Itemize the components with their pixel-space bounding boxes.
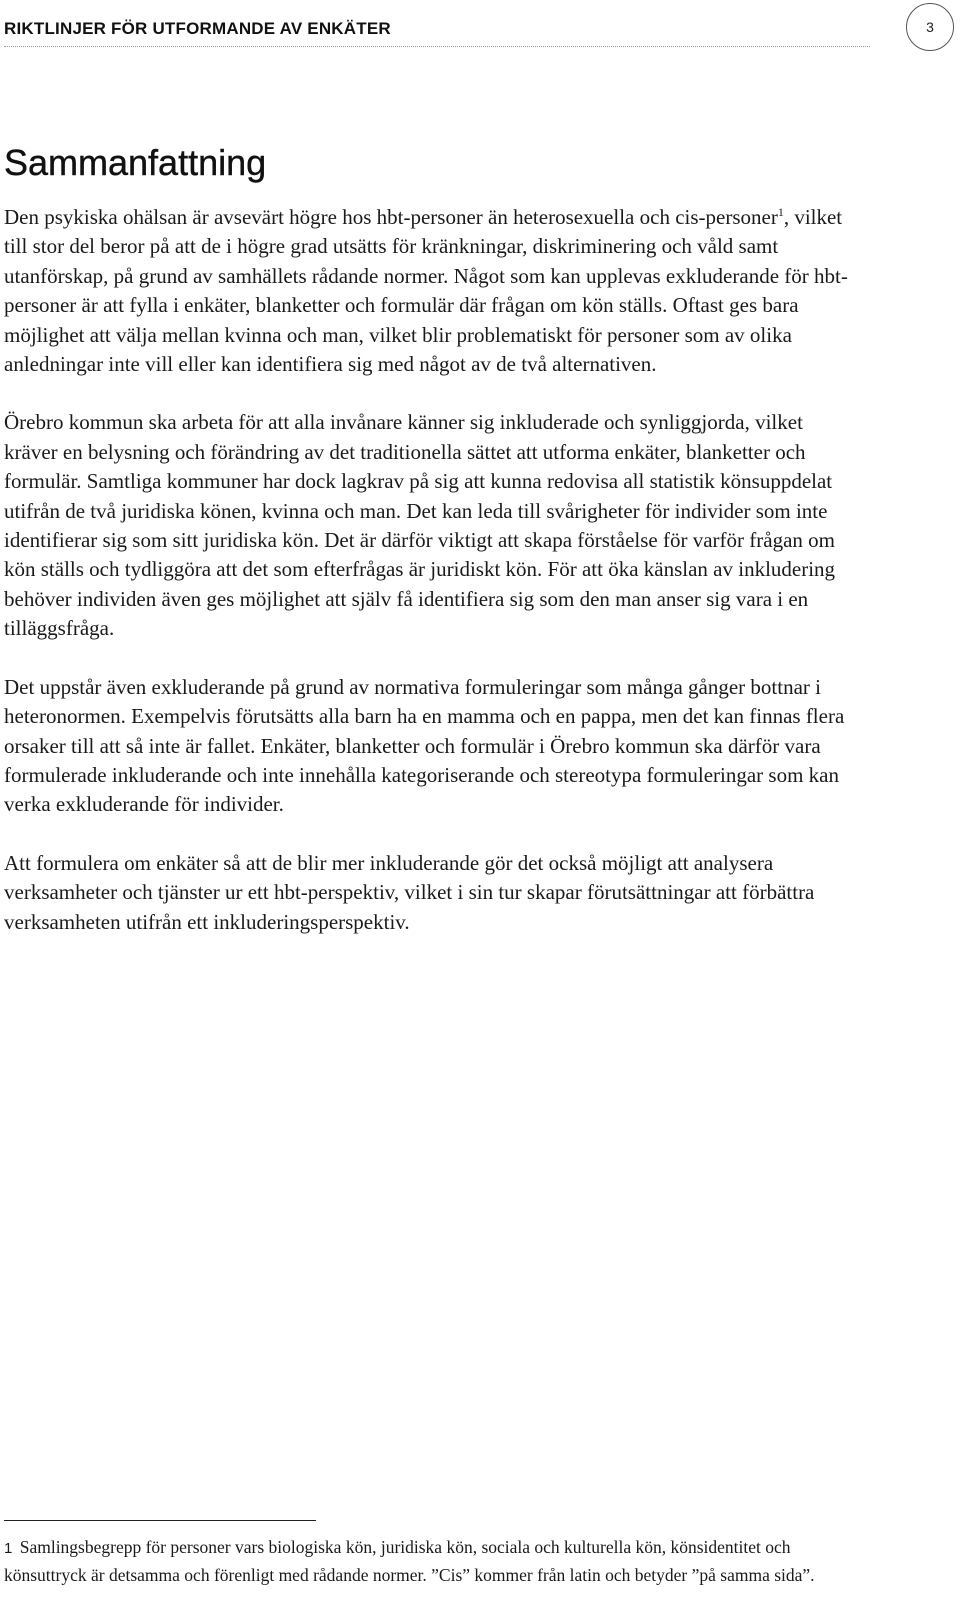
section-heading: Sammanfattning bbox=[4, 142, 267, 183]
footnote-text: Samlingsbegrepp för personer vars biologiska kön, juridiska kön, sociala och kulturella kön, könsidentitet och könsuttryck är detsamma och förenligt med rådande normer. ”Cis” kommer från latin och betyder ”på samma sida”. bbox=[4, 1537, 815, 1585]
page-header bbox=[0, 0, 960, 60]
paragraph-1 bbox=[4, 203, 854, 379]
footnote-divider bbox=[4, 1520, 316, 1521]
body-text bbox=[4, 203, 854, 966]
header-divider bbox=[4, 46, 870, 47]
page-number-badge: 3 bbox=[906, 3, 954, 51]
paragraph-4: Att formulera om enkäter så att de blir mer inkluderande gör det också möjligt att analysera verksamheter och tjänster ur ett hbt-perspektiv, vilket i sin tur skapar förutsättningar att förbättra verksamheten utifrån ett inkluderingsperspektiv. bbox=[4, 850, 815, 934]
footnote-marker: 1 bbox=[4, 1540, 13, 1557]
footnote bbox=[4, 1534, 844, 1588]
paragraph-3: Det uppstår även exkluderande på grund av normativa formuleringar som många gånger bottnar i heteronormen. Exempelvis förutsätts alla barn ha en mamma och en pappa, men det kan finnas flera orsaker till att så inte är fallet. Enkäter, blanketter och formulär i Örebro kommun ska därför vara formulerade inkluderande och inte innehålla kategoriserande och stereotypa formuleringar som kan verka exkluderande för individer. bbox=[4, 674, 845, 817]
document-title: RIKTLINJER FÖR UTFORMANDE AV ENKÄTER bbox=[4, 19, 391, 38]
paragraph-1-text-end: , vilket till stor del beror på att de i högre grad utsätts för kränkningar, diskriminering och våld samt utanförskap, på grund av samhällets rådande normer. Något som kan upplevas exkluderande för hbt-personer är att fylla i enkäter, blanketter och formulär där frågan om kön ställs. Oftast ges bara möjlighet att välja mellan kvinna och man, vilket blir problematiskt för personer som av olika anledningar inte vill eller kan identifiera sig med något av de två alternativen. bbox=[4, 205, 848, 377]
paragraph-2: Örebro kommun ska arbeta för att alla invånare känner sig inkluderade och synliggjorda, vilket kräver en belysning och förändring av det traditionella sättet att utforma enkäter, blanketter och formulär. Samtliga kommuner har dock lagkrav på sig att kunna redovisa all statistik könsuppdelat utifrån de två juridiska könen, kvinna och man. Det kan leda till svårigheter för individer som inte identifierar sig som sitt juridiska kön. Det är därför viktigt att skapa förståelse för varför frågan om kön ställs och tydliggöra att det som efterfrågas är juridiskt kön. För att öka känslan av inkludering behöver individen även ges möjlighet att själv få identifiera sig som den man anser sig vara i en tilläggsfråga. bbox=[4, 410, 836, 641]
paragraph-1-text-start: Den psykiska ohälsan är avsevärt högre hos hbt-personer än heterosexuella och cis-personer bbox=[4, 205, 778, 229]
footnote-reference[interactable]: 1 bbox=[777, 205, 784, 219]
